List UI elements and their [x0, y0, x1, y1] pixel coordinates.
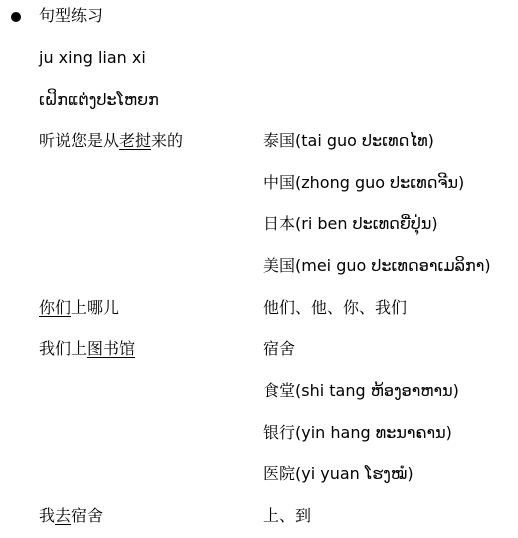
substitution-slot: 老挝 [119, 131, 152, 150]
substitution-word: 美国(mei guo ປະເທດອາເມລິກາ) [263, 256, 491, 275]
pattern-sentence [39, 294, 119, 322]
substitution-slot: 你们 [39, 298, 72, 317]
sentence-suffix: 来的 [151, 131, 184, 150]
section-pinyin: ju xing lian xi [39, 48, 146, 67]
section-lao: ເຝິກແຕ່ງປະໂຫຍກ [39, 90, 159, 109]
substitution-slot: 图书馆 [87, 339, 136, 358]
substitution-word: 宿舍 [263, 339, 296, 358]
substitution-word: 食堂(shi tang ຫ້ອງອາຫານ) [263, 381, 459, 400]
section-title: 句型练习 [39, 6, 104, 25]
sentence-prefix: 我们上 [39, 339, 88, 358]
substitution-word: 中国(zhong guo ປະເທດຈີນ) [263, 173, 465, 192]
sentence-suffix: 上哪儿 [71, 298, 120, 317]
bullet-icon [11, 12, 21, 22]
substitution-word: 泰国(tai guo ປະເທດໄທ) [263, 131, 434, 150]
sentence-prefix: 听说您是从 [39, 131, 120, 150]
substitution-word: 上、到 [263, 506, 312, 525]
pattern-sentence [39, 127, 183, 155]
pattern-sentence [39, 335, 135, 363]
substitution-slot: 去 [55, 506, 72, 525]
sentence-suffix: 宿舍 [71, 506, 104, 525]
substitution-word: 银行(yin hang ທະນາຄານ) [263, 423, 452, 442]
sentence-prefix: 我 [39, 506, 56, 525]
substitution-word: 日本(ri ben ປະເທດຍີ່ປຸ່ນ) [263, 214, 438, 233]
pattern-sentence [39, 502, 103, 530]
substitution-word: 医院(yi yuan ໂຮງໝໍ) [263, 464, 414, 483]
substitution-word: 他们、他、你、我们 [263, 298, 408, 317]
